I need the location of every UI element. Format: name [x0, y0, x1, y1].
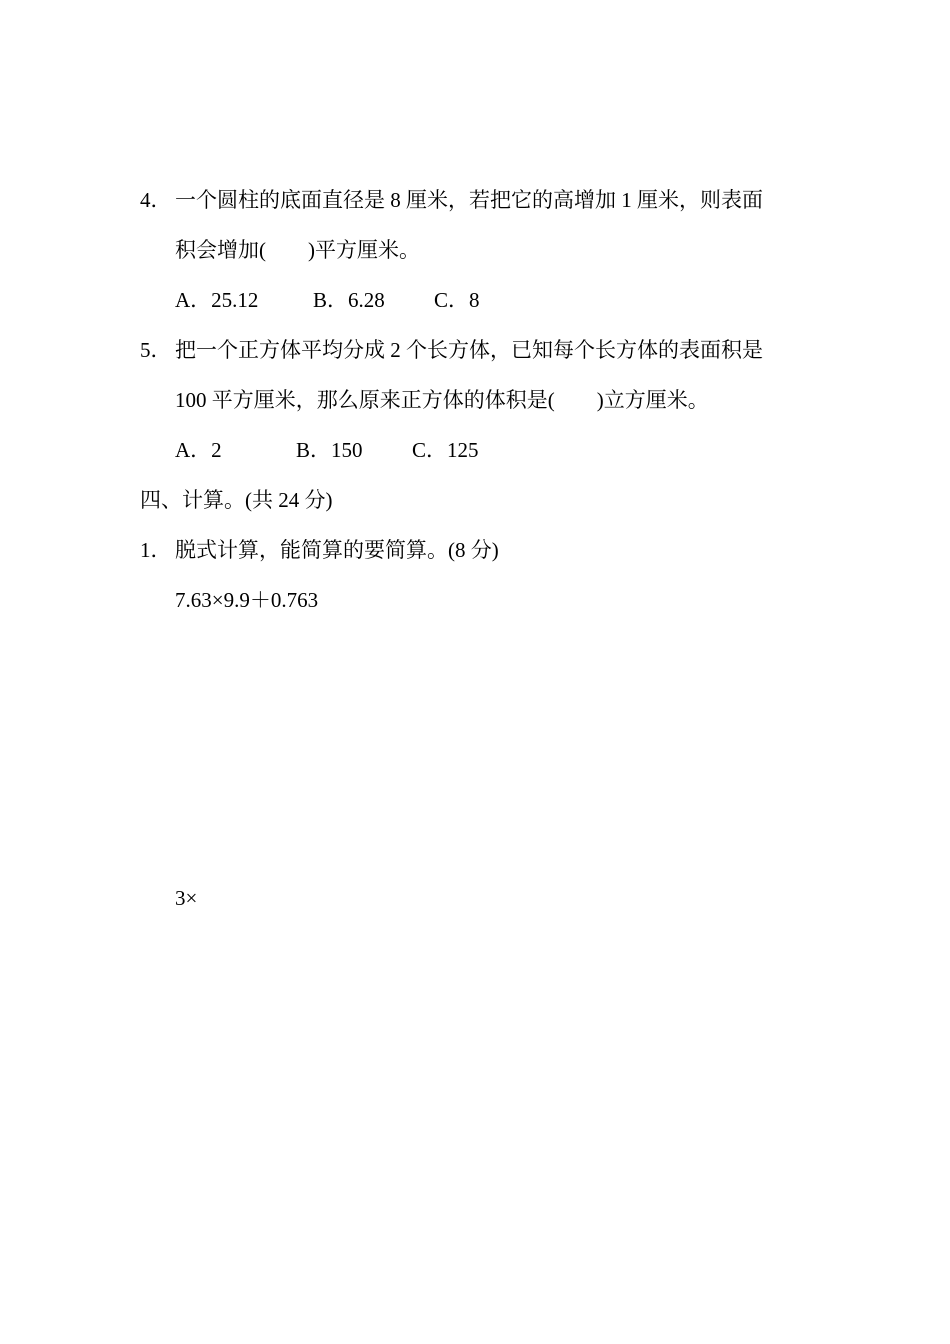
question-4-text-line2: 积会增加( )平方厘米。: [175, 238, 420, 262]
question-5-text-line2: 100 平方厘米，那么原来正方体的体积是( )立方厘米。: [175, 388, 709, 412]
question-5-options: [175, 440, 479, 461]
question-4-option-b: B．6.28: [313, 288, 385, 312]
calc-expression-2: 3×: [175, 886, 198, 910]
question-4-number: 4．: [140, 188, 172, 212]
question-4-text-line1: 一个圆柱的底面直径是 8 厘米，若把它的高增加 1 厘米，则表面: [175, 188, 763, 212]
question-5-option-c: C．125: [412, 438, 479, 462]
calc-1-number: 1．: [140, 538, 172, 562]
question-5-option-b: B．150: [296, 438, 363, 462]
question-4-option-c: C．8: [434, 288, 480, 312]
question-4-option-a: A．25.12: [175, 288, 259, 312]
question-5-number: 5．: [140, 338, 172, 362]
section-title: 四、计算。(共 24 分): [140, 488, 333, 512]
calc-1-instruction: 脱式计算，能简算的要简算。(8 分): [175, 538, 499, 562]
question-5-option-a: A．2: [175, 438, 222, 462]
question-4-options: [175, 290, 480, 311]
calc-expression-1: 7.63×9.9＋0.763: [175, 588, 319, 612]
question-5-text-line1: 把一个正方体平均分成 2 个长方体，已知每个长方体的表面积是: [175, 338, 763, 362]
